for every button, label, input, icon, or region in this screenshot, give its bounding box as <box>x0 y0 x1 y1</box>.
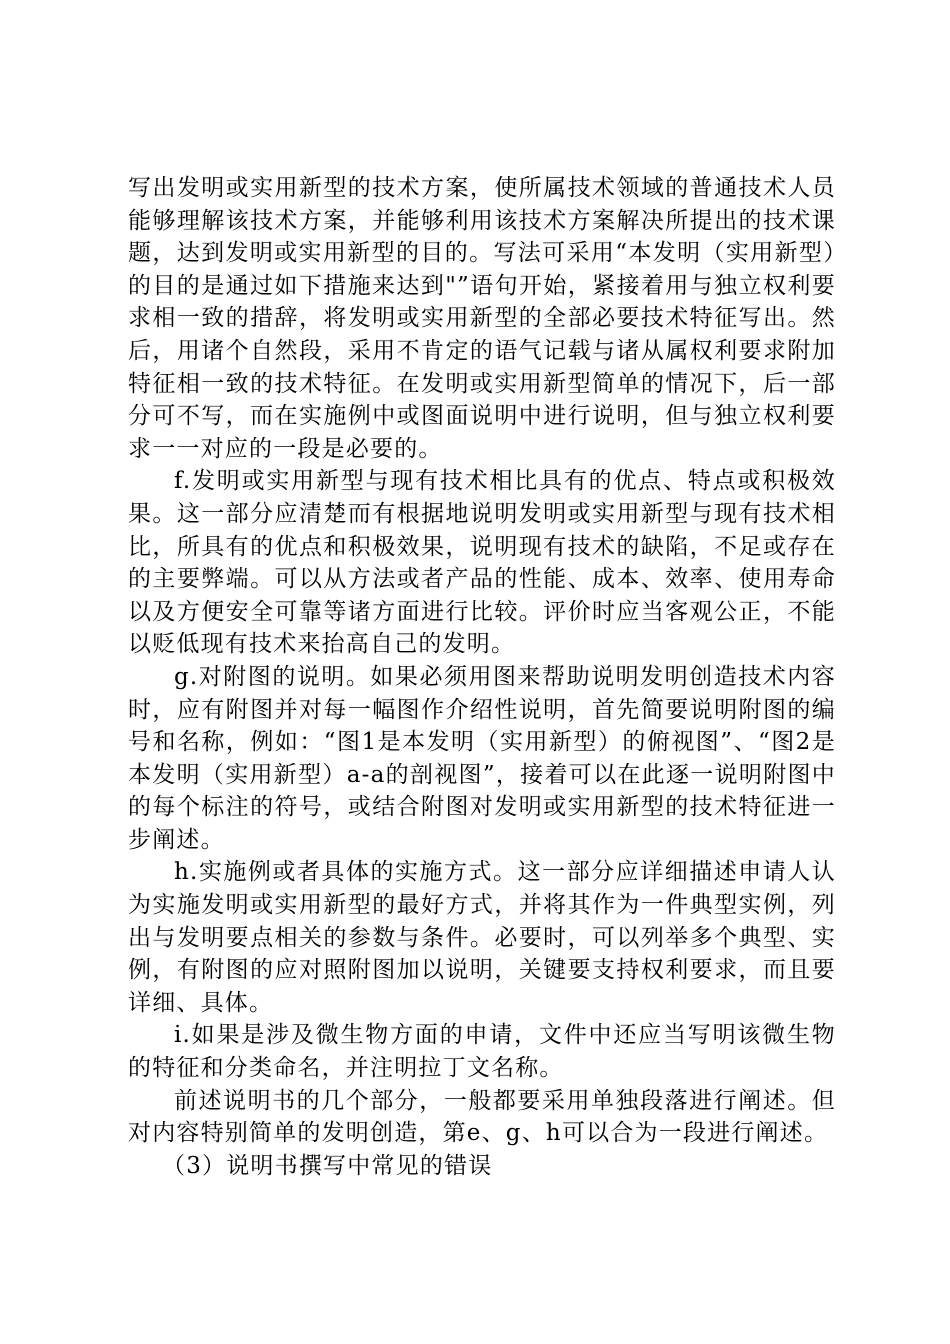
paragraph-f-advantages: f.发明或实用新型与现有技术相比具有的优点、特点或积极效果。这一部分应清楚而有根据地说明发明或实用新型与现有技术相比，所具有的优点和积极效果，说明现有技术的缺陷，不足或存在的主要弊端。可以从方法或者产品的性能、成本、效率、使用寿命以及方便安全可靠等诸方面进行比较。评价时应当客观公正，不能以贬低现有技术来抬高自己的发明。 <box>128 468 836 658</box>
paragraph-e-continued: 写出发明或实用新型的技术方案，使所属技术领域的普通技术人员能够理解该技术方案，并能够利用该技术方案解决所提出的技术课题，达到发明或实用新型的目的。写法可采用“本发明（实用新型）的目的是通过如下措施来达到"”语句开始，紧接着用与独立权利要求相一致的措辞，将发明或实用新型的全部必要技术特征写出。然后，用诸个自然段，采用不肯定的语气记载与诸从属权利要求附加特征相一致的技术特征。在发明或实用新型简单的情况下，后一部分可不写，而在实施例中或图面说明中进行说明，但与独立权利要求一一对应的一段是必要的。 <box>128 175 836 462</box>
document-body <box>128 172 836 1182</box>
paragraph-i-microorganisms: i.如果是涉及微生物方面的申请，文件中还应当写明该微生物的特征和分类命名，并注明拉丁文名称。 <box>128 1022 836 1082</box>
paragraph-h-embodiments: h.实施例或者具体的实施方式。这一部分应详细描述申请人认为实施发明或实用新型的最好方式，并将其作为一件典型实例，列出与发明要点相关的参数与条件。必要时，可以列举多个典型、实例，有附图的应对照附图加以说明，关键要支持权利要求，而且要详细、具体。 <box>128 859 836 1016</box>
section-heading: （3）说明书撰写中常见的错误 <box>162 1152 493 1179</box>
paragraph-summary: 前述说明书的几个部分，一般都要采用单独段落进行阐述。但对内容特别简单的发明创造，第e、g、h可以合为一段进行阐述。 <box>128 1087 836 1147</box>
paragraph-g-figure-description: g.对附图的说明。如果必须用图来帮助说明发明创造技术内容时，应有附图并对每一幅图作介绍性说明，首先简要说明附图的编号和名称，例如：“图1是本发明（实用新型）的俯视图”、“图2是本发明（实用新型）a-a的剖视图”，接着可以在此逐一说明附图中的每个标注的符号，或结合附图对发明或实用新型的技术特征进一步阐述。 <box>128 663 836 853</box>
